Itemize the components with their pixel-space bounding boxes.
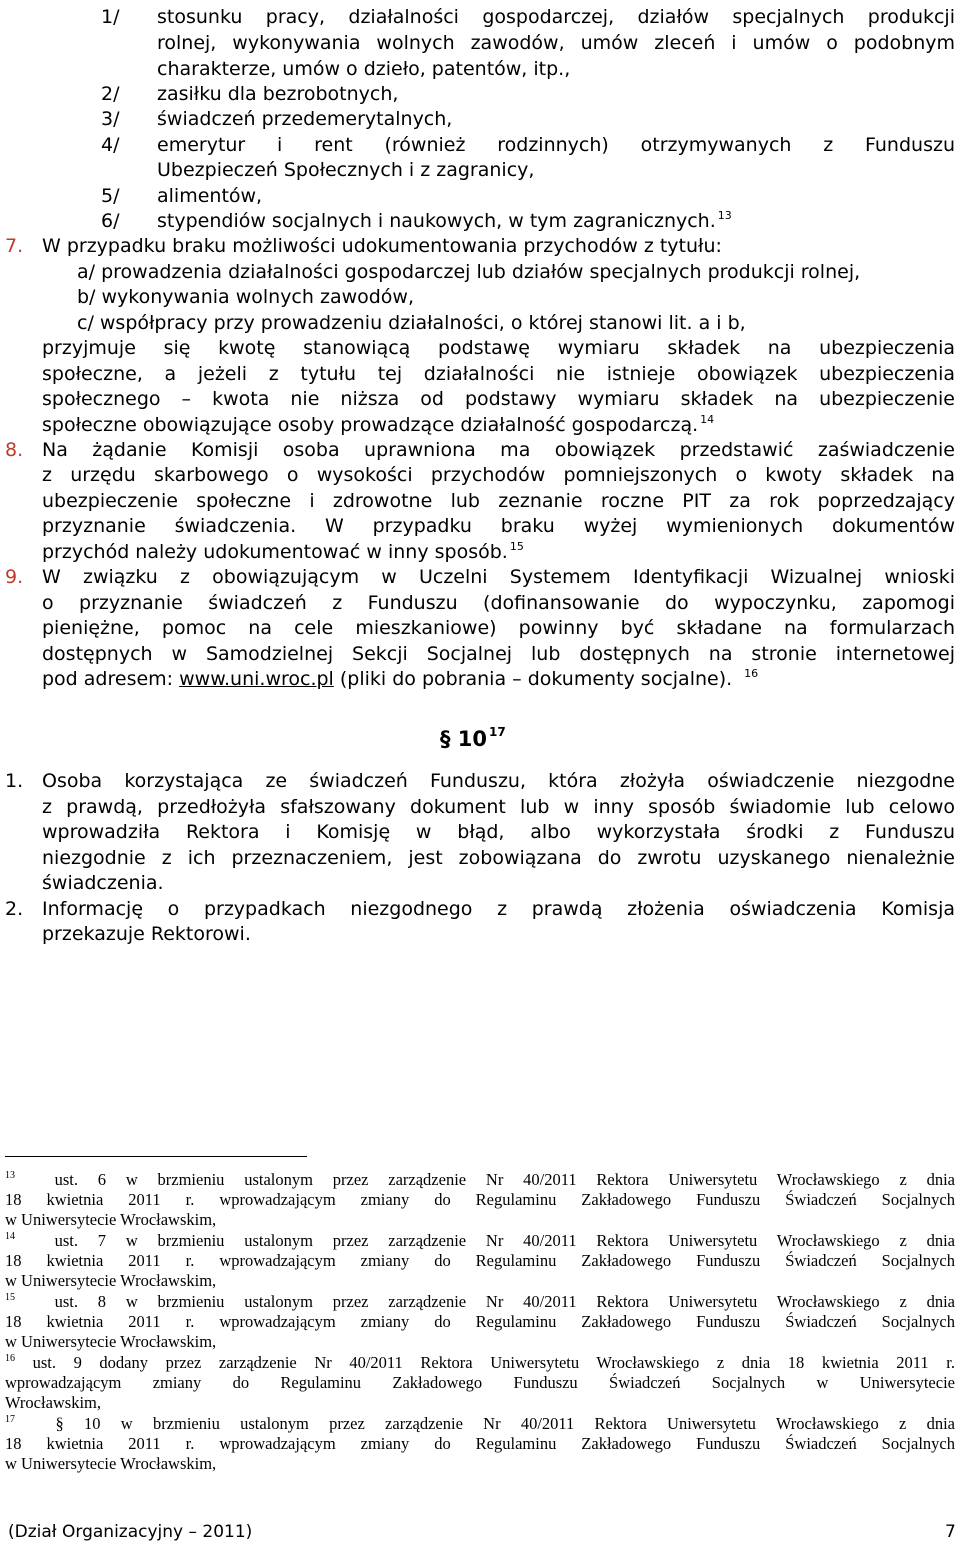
section-line: W związku z obowiązującym w Uczelni Systemem Identyfikacji Wizualnej wnioski [42, 566, 955, 588]
sub-item: c/ współpracy przy prowadzeniu działalności, o której stanowi lit. a i b, [77, 312, 746, 334]
footnote-number: 14 [5, 1231, 15, 1242]
footnote-line: Wrocławskim, [5, 1393, 102, 1412]
item-line: Informację o przypadkach niezgodnego z prawdą złożenia oświadczenia Komisja [42, 898, 955, 920]
footnote-line: ust. 8 w brzmieniu ustalonym przez zarządzenie Nr 40/2011 Rektora Uniwersytetu Wrocławskiego z dnia [54, 1292, 955, 1311]
section-number: 8. [5, 439, 24, 461]
section-line: społeczne, a jeżeli z tytułu tej działalności nie istnieje obowiązek ubezpieczenia [42, 363, 955, 385]
footnote-ref[interactable]: 14 [700, 413, 715, 426]
list-item-line: stosunku pracy, działalności gospodarczej, działów specjalnych produkcji [157, 6, 955, 28]
list-marker: 2/ [101, 83, 120, 105]
item-number: 2. [5, 898, 24, 920]
sub-item: b/ wykonywania wolnych zawodów, [77, 286, 415, 308]
footnote-line: w Uniwersytecie Wrocławskim, [5, 1210, 217, 1229]
section-line: Na żądanie Komisji osoba uprawniona ma obowiązek przedstawić zaświadczenie [42, 439, 955, 461]
footnote-line: 18 kwietnia 2011 r. wprowadzającym zmiany do Regulaminu Zakładowego Funduszu Świadczeń Socjalnych [5, 1434, 955, 1453]
section-line: przyjmuje się kwotę stanowiącą podstawę wymiaru składek na ubezpieczenia [42, 337, 955, 359]
footnote-line: 18 kwietnia 2011 r. wprowadzającym zmiany do Regulaminu Zakładowego Funduszu Świadczeń Socjalnych [5, 1312, 955, 1331]
list-marker: 5/ [101, 185, 120, 207]
page-number: 7 [945, 1522, 956, 1542]
item-line: z prawdą, przedłożyła sfałszowany dokument lub w inny sposób świadomie lub celowo [42, 796, 955, 818]
footnote-line: w Uniwersytecie Wrocławskim, [5, 1332, 217, 1351]
footnote-number: 17 [5, 1414, 15, 1425]
item-line: przekazuje Rektorowi. [42, 923, 251, 945]
section-line: pod adresem: www.uni.wroc.pl (pliki do pobrania – dokumenty socjalne). $^{16}$ [42, 667, 759, 690]
section-line: przychód należy udokumentować w inny sposób. $^{15}$ [42, 540, 524, 563]
list-item-line: zasiłku dla bezrobotnych, [157, 83, 399, 105]
footnote-line: w Uniwersytecie Wrocławskim, [5, 1271, 217, 1290]
section-line: społecznego – kwota nie niższa od podstawy wymiaru składek na ubezpieczenie [42, 388, 955, 410]
item-number: 1. [5, 770, 24, 792]
footnote-line: ust. 7 w brzmieniu ustalonym przez zarządzenie Nr 40/2011 Rektora Uniwersytetu Wrocławskiego z dnia [54, 1231, 955, 1250]
footnote-ref[interactable]: 16 [744, 667, 759, 680]
item-line: niezgodnie z ich przeznaczeniem, jest zobowiązana do zwrotu uzyskanego nienależnie [42, 847, 955, 869]
section-line: przyznanie świadczenia. W przypadku braku wyżej wymienionych dokumentów [42, 515, 955, 537]
list-item-line: stypendiów socjalnych i naukowych, w tym zagranicznych. $^{13}$ [157, 209, 732, 232]
list-item-line: emerytur i rent (również rodzinnych) otrzymywanych z Funduszu [157, 134, 955, 156]
footnote-line: § 10 w brzmieniu ustalonym przez zarządzenie Nr 40/2011 Rektora Uniwersytetu Wrocławskiego z dnia [55, 1414, 955, 1433]
footnote-line: ust. 9 dodany przez zarządzenie Nr 40/2011 Rektora Uniwersytetu Wrocławskiego z dnia 18 kwietnia 2011 r. [32, 1353, 955, 1372]
section-line: o przyznanie świadczeń z Funduszu (dofinansowanie do wypoczynku, zapomogi [42, 592, 955, 614]
footnote-ref[interactable]: 13 [717, 209, 732, 222]
list-item-line: świadczeń przedemerytalnych, [157, 108, 453, 130]
section-intro: W przypadku braku możliwości udokumentowania przychodów z tytułu: [42, 235, 722, 257]
item-line: wprowadziła Rektora i Komisję w błąd, albo wykorzystała środki z Funduszu [42, 821, 955, 843]
section-line: społeczne obowiązujące osoby prowadzące działalność gospodarczą. $^{14}$ [42, 413, 715, 436]
footnote-separator [5, 1156, 307, 1157]
list-item-line: alimentów, [157, 185, 263, 207]
footer-source: (Dział Organizacyjny – 2011) [8, 1522, 253, 1542]
footnote-ref[interactable]: 15 [509, 540, 524, 553]
footnote-number: 16 [5, 1353, 15, 1364]
footnote-line: ust. 6 w brzmieniu ustalonym przez zarządzenie Nr 40/2011 Rektora Uniwersytetu Wrocławskiego z dnia [54, 1170, 955, 1189]
list-item-line: charakterze, umów o dzieło, patentów, itp., [157, 58, 571, 80]
section-line: pieniężne, pomoc na cele mieszkaniowe) powinny być składane na formularzach [42, 617, 955, 639]
footnote-number: 13 [5, 1170, 15, 1181]
item-line: świadczenia. [42, 872, 164, 894]
section-number: 9. [5, 566, 24, 588]
list-marker: 1/ [101, 6, 120, 28]
website-link[interactable]: www.uni.wroc.pl [179, 668, 334, 690]
section-line: dostępnych w Samodzielnej Sekcji Socjalnej lub dostępnych na stronie internetowej [42, 643, 955, 665]
footnote-line: w Uniwersytecie Wrocławskim, [5, 1454, 217, 1473]
footnote-number: 15 [5, 1292, 15, 1303]
section-line: z urzędu skarbowego o wysokości przychodów pomniejszonych o kwoty składek na [42, 464, 955, 486]
footnote-line: 18 kwietnia 2011 r. wprowadzającym zmiany do Regulaminu Zakładowego Funduszu Świadczeń Socjalnych [5, 1251, 955, 1270]
section-number: 7. [5, 235, 24, 257]
footnote-ref[interactable]: 17 [489, 725, 506, 739]
list-marker: 3/ [101, 108, 120, 130]
list-marker: 4/ [101, 134, 120, 156]
section-line: ubezpieczenie społeczne i zdrowotne lub zeznanie roczne PIT za rok poprzedzający [42, 490, 955, 512]
footnote-line: wprowadzającym zmiany do Regulaminu Zakładowego Funduszu Świadczeń Socjalnych w Uniwersytecie [5, 1373, 955, 1392]
item-line: Osoba korzystająca ze świadczeń Funduszu, która złożyła oświadczenie niezgodne [42, 770, 955, 792]
paragraph-heading: § 10 $^{17}$ [440, 725, 506, 751]
sub-item: a/ prowadzenia działalności gospodarczej lub działów specjalnych produkcji rolnej, [77, 261, 861, 283]
footnote-line: 18 kwietnia 2011 r. wprowadzającym zmiany do Regulaminu Zakładowego Funduszu Świadczeń Socjalnych [5, 1190, 955, 1209]
list-marker: 6/ [101, 210, 120, 232]
list-item-line: rolnej, wykonywania wolnych zawodów, umów zleceń i umów o podobnym [157, 32, 955, 54]
list-item-line: Ubezpieczeń Społecznych i z zagranicy, [157, 159, 535, 181]
